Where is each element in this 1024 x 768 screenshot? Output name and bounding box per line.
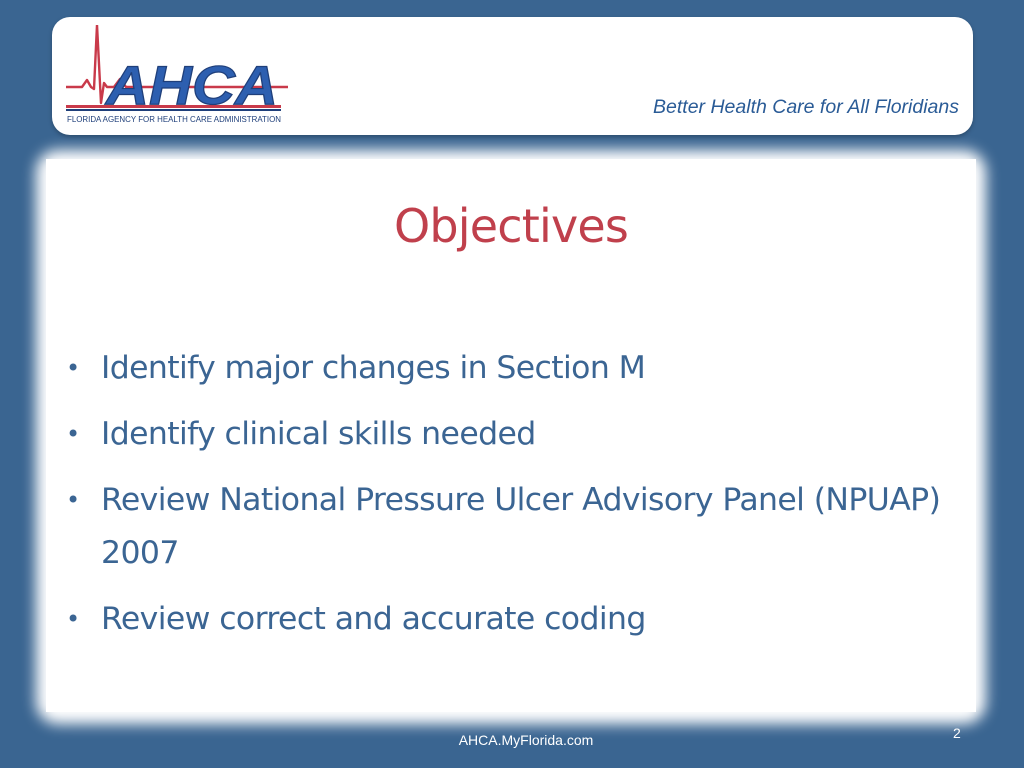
bullet-text: Identify clinical skills needed <box>101 416 536 452</box>
bullet-text: Review National Pressure Ulcer Advisory Panel (NPUAP) 2007 <box>101 482 941 571</box>
logo-subtitle: FLORIDA AGENCY FOR HEALTH CARE ADMINISTRATION <box>67 115 282 124</box>
ahca-logo-graphic <box>66 25 288 129</box>
bullet-item <box>46 408 976 461</box>
bullet-icon: • <box>66 605 80 633</box>
content-panel <box>46 159 976 712</box>
tagline: Better Health Care for All Floridians <box>653 96 959 118</box>
footer-url: AHCA.MyFlorida.com <box>458 732 594 748</box>
page-number: 2 <box>953 725 961 741</box>
bullet-list <box>46 342 976 659</box>
bullet-text: Review correct and accurate coding <box>101 601 646 637</box>
bullet-item <box>46 342 976 395</box>
ahca-logo <box>66 25 288 129</box>
header-banner <box>52 17 973 135</box>
bullet-icon: • <box>66 354 80 382</box>
bullet-icon: • <box>66 486 80 514</box>
logo-wordmark: AHCA <box>103 54 278 116</box>
bullet-item <box>46 474 976 580</box>
slide-title: Objectives <box>393 199 629 253</box>
bullet-item <box>46 593 976 646</box>
bullet-icon: • <box>66 420 80 448</box>
bullet-text: Identify major changes in Section M <box>101 350 646 386</box>
